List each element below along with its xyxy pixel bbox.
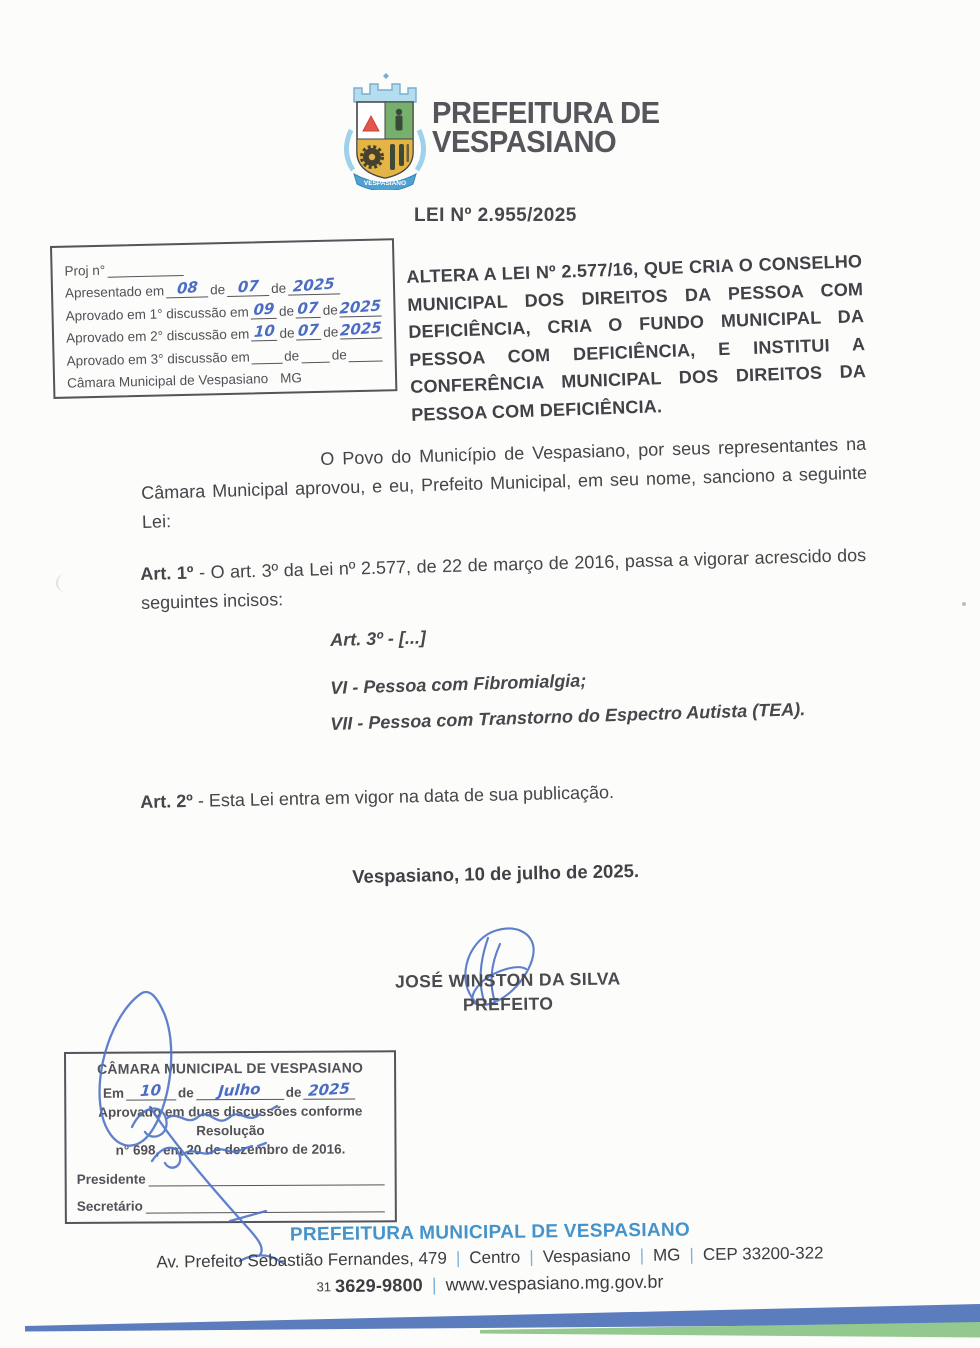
resolution-line-1: Aprovado em duas discussões conforme Resolução	[98, 1103, 363, 1139]
row-label: Aprovado em 2° discussão em	[65, 326, 250, 346]
article-2-text: - Esta Lei entra em vigor na data de sua publicação.	[192, 782, 615, 811]
scan-speck	[962, 602, 966, 606]
de-label: de	[331, 346, 348, 363]
chamber-stamp-title: CÂMARA MUNICIPAL DE VESPASIANO	[97, 1059, 364, 1077]
handwritten-month: 07	[297, 297, 320, 318]
law-summary-ementa: ALTERA A LEI Nº 2.577/16, QUE CRIA O CONSELHO MUNICIPAL DOS DIREITOS DA PESSOA COM DEFICIÊNCIA, CRIA O FUNDO MUNICIPAL DA PESSOA COM DEFICIÊNCIA, E INSTITUI A CONFERÊNCIA MUNICIPAL DOS DIREITOS DA PESSOA COM DEFICIÊNCIA.	[406, 251, 867, 425]
de-label: de	[279, 325, 295, 341]
president-signature-line	[149, 1167, 385, 1186]
logotype-line1: PREFEITURA DE	[432, 95, 660, 130]
legislative-process-stamp	[50, 238, 397, 399]
separator: |	[529, 1247, 534, 1267]
mayor-name: JOSÉ WINSTON DA SILVA	[394, 968, 621, 992]
proj-blank	[107, 257, 183, 277]
em-label: Em	[102, 1085, 124, 1101]
footer-phone: 3629-9800	[334, 1274, 424, 1297]
footer-phone-ddd: 31	[316, 1279, 332, 1295]
handwritten-year: 2025	[339, 295, 382, 318]
stamp-date-row	[76, 1075, 384, 1101]
footer-org-name: PREFEITURA MUNICIPAL DE VESPASIANO	[289, 1219, 691, 1246]
chamber-approval-stamp	[64, 1050, 397, 1224]
quote-art3: Art. 3º - [...]	[330, 627, 427, 650]
footer-cep: CEP 33200-322	[702, 1243, 824, 1265]
handwritten-day: 08	[176, 278, 199, 298]
president-label: Presidente	[76, 1171, 146, 1187]
mayor-role: PREFEITO	[462, 993, 554, 1015]
separator: |	[455, 1248, 461, 1268]
logotype-line2: VESPASIANO	[432, 124, 617, 160]
footer-website: www.vespasiano.mg.gov.br	[445, 1271, 664, 1295]
camara-label: Câmara Municipal de Vespasiano	[66, 371, 269, 391]
de-label: de	[177, 1085, 194, 1101]
handwritten-year: 2025	[307, 1079, 352, 1100]
place-date-line: Vespasiano, 10 de julho de 2025.	[352, 859, 640, 887]
handwritten-day: 10	[139, 1080, 163, 1101]
de-label: de	[285, 1084, 302, 1100]
uf-label: MG	[280, 370, 303, 386]
law-number-title: LEI Nº 2.955/2025	[414, 205, 577, 226]
footer-district: Centro	[469, 1247, 521, 1268]
handwritten-year: 2025	[292, 274, 336, 296]
de-label: de	[283, 347, 300, 364]
secretary-label: Secretário	[76, 1198, 143, 1214]
separator: |	[639, 1245, 645, 1265]
article-1-paragraph	[140, 541, 867, 618]
left-flourish	[346, 130, 353, 170]
separator: |	[689, 1245, 694, 1265]
row-label: Aprovado em 3° discussão em	[66, 348, 250, 369]
de-label: de	[323, 324, 339, 340]
handwritten-day: 10	[253, 321, 276, 342]
article-2-paragraph	[140, 774, 820, 817]
row-label: Aprovado em 1° discussão em	[65, 304, 249, 324]
right-flourish	[417, 130, 424, 170]
coat-of-arms-graphic	[342, 72, 428, 190]
mayor-signature-block	[358, 966, 659, 1018]
preamble-paragraph: O Povo do Município de Vespasiano, por seus representantes na Câmara Municipal aprovou, e eu, Prefeito Municipal, em seu nome, sanciono a seguinte Lei:	[140, 433, 868, 532]
de-label: de	[278, 302, 295, 319]
handwritten-day: 09	[252, 298, 275, 319]
secretary-signature-row	[77, 1185, 385, 1214]
de-label: de	[209, 282, 226, 298]
row-label: Apresentado em	[64, 283, 165, 301]
footer-state: MG	[652, 1245, 681, 1265]
handwritten-month: 07	[237, 276, 260, 297]
handwritten-month: Julho	[217, 1079, 262, 1101]
footer-street: Av. Prefeito Sebastião Fernandes, 479	[156, 1248, 448, 1272]
banner-text: VESPASIANO	[363, 180, 407, 187]
scan-mark	[56, 574, 74, 592]
org-logotype	[432, 95, 660, 160]
de-label: de	[270, 280, 287, 296]
footer-city: Vespasiano	[542, 1246, 631, 1267]
shield	[357, 102, 413, 178]
quote-inciso-vi: VI - Pessoa com Fibromialgia;	[330, 670, 587, 698]
crown-icon	[354, 73, 416, 102]
city-coat-of-arms	[342, 72, 428, 190]
secretary-signature-line	[146, 1194, 385, 1213]
president-signature-row	[77, 1158, 385, 1187]
quote-inciso-vii: VII - Pessoa com Transtorno do Espectro Autista (TEA).	[330, 699, 806, 734]
separator: |	[431, 1274, 437, 1295]
article-1-label: Art. 1º	[140, 562, 194, 584]
article-1-text: - O art. 3º da Lei nº 2.577, de 22 de março de 2016, passa a vigorar acrescido dos seguintes incisos:	[140, 544, 867, 613]
resolution-line-2: n° 698, em 20 de dezembro de 2016.	[115, 1141, 346, 1158]
proj-label: Proj n°	[64, 262, 106, 279]
handwritten-year: 2025	[339, 318, 383, 340]
handwritten-month: 07	[297, 320, 320, 341]
footer-color-band	[0, 1300, 980, 1348]
de-label: de	[322, 301, 338, 318]
article-2-label: Art. 2º	[140, 790, 194, 812]
